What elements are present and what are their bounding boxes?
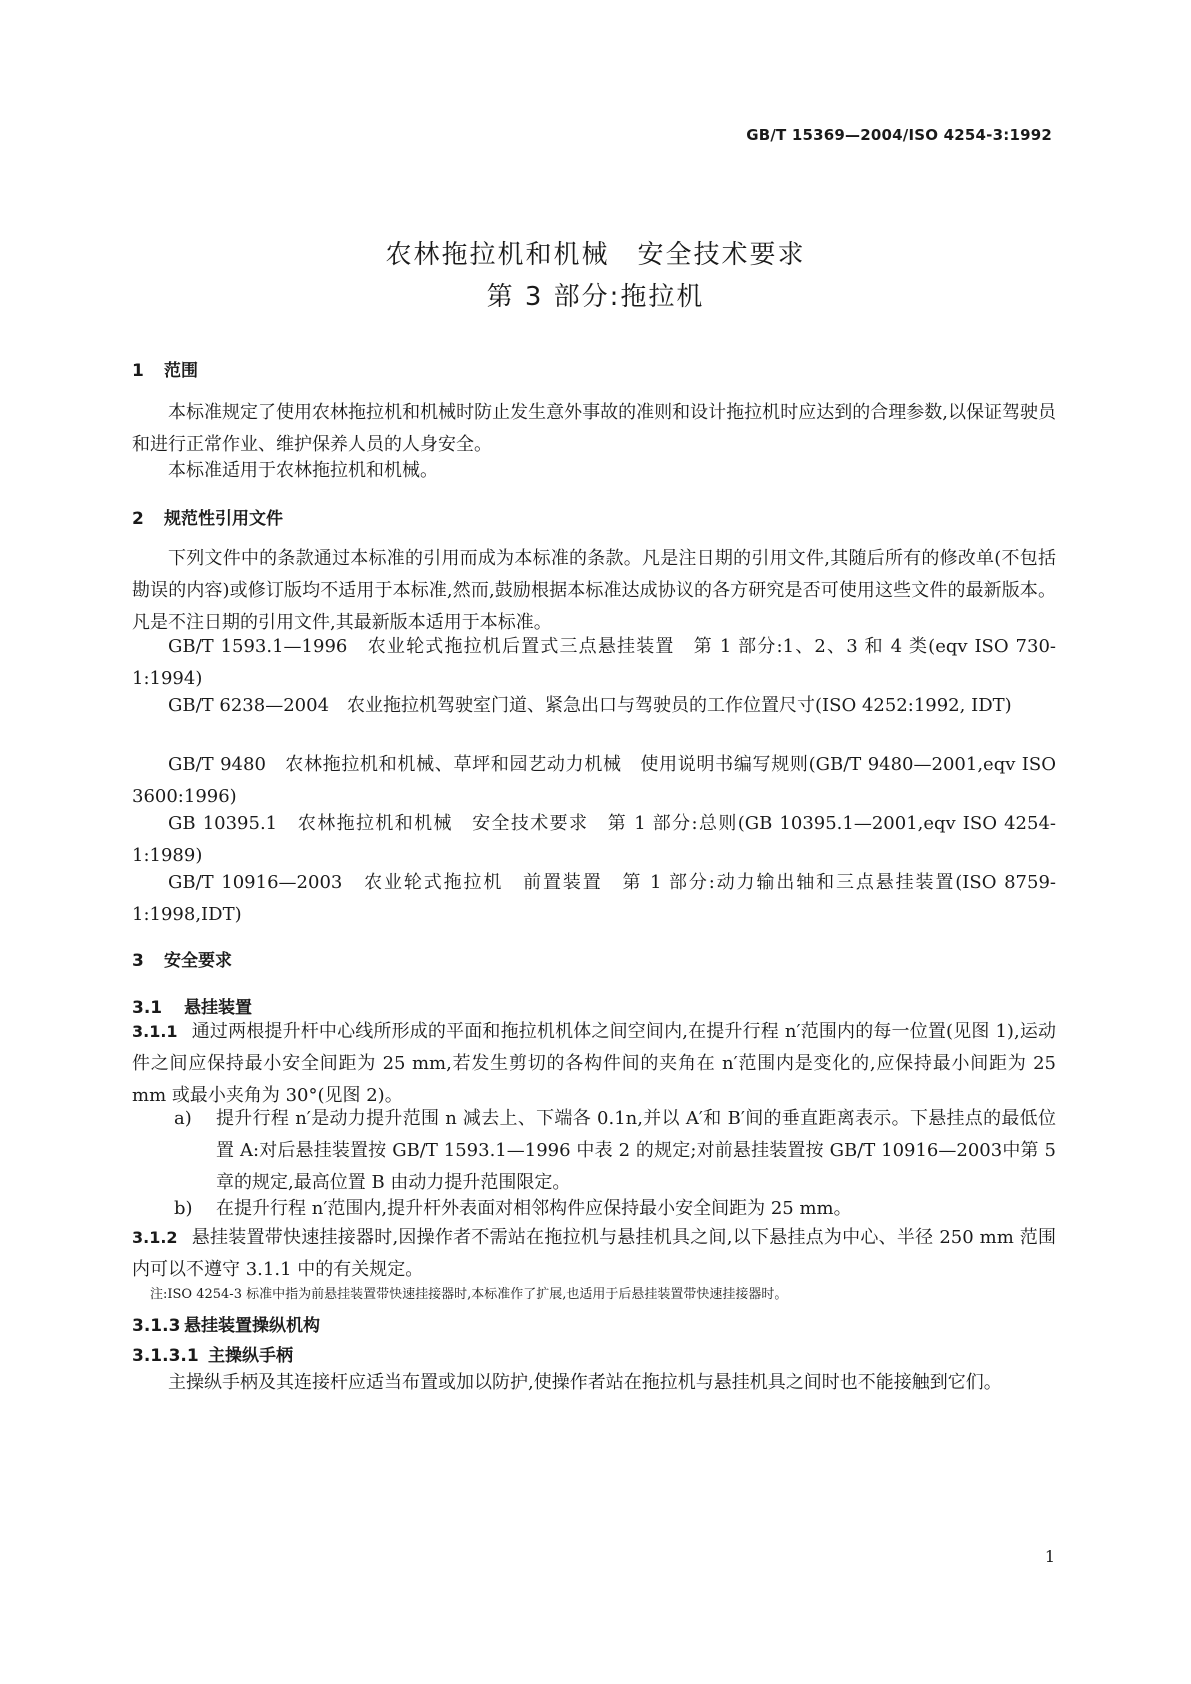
subsection-title: 悬挂装置操纵机构 — [184, 1316, 320, 1336]
section-number: 3 — [132, 951, 144, 971]
document-title: 农林拖拉机和机械 安全技术要求 — [385, 240, 806, 270]
section-title: 安全要求 — [164, 951, 232, 971]
list-text: 在提升行程 n′范围内,提升杆外表面对相邻构件应保持最小安全间距为 25 mm。 — [216, 1198, 852, 1219]
document-subtitle: 第 3 部分:拖拉机 — [486, 282, 705, 312]
clause-number: 3.1.2 — [132, 1228, 178, 1247]
note: 注:ISO 4254-3 标准中指为前悬挂装置带快速挂接器时,本标准作了扩展,也适用于后悬挂装置带快速挂接器时。 — [150, 1287, 788, 1302]
list-item-a — [174, 1103, 1056, 1199]
list-label: b) — [174, 1198, 193, 1219]
section-2-paragraph-1: 下列文件中的条款通过本标准的引用而成为本标准的条款。凡是注日期的引用文件,其随后所有的修改单(不包括勘误的内容)或修订版均不适用于本标准,然而,鼓励根据本标准达成协议的各方研究是否可使用这些文件的最新版本。凡是不注日期的引用文件,其最新版本适用于本标准。 — [132, 548, 1056, 633]
subsection-3-1-heading — [132, 993, 252, 1018]
clause-3-1-1 — [132, 1016, 1056, 1112]
reference-item: GB/T 10916—2003 农业轮式拖拉机 前置装置 第 1 部分:动力输出轴和三点悬挂装置(ISO 8759-1:1998,IDT) — [132, 872, 1056, 925]
page-number: 1 — [1044, 1547, 1055, 1566]
clause-text: 悬挂装置带快速挂接器时,因操作者不需站在拖拉机与悬挂机具之间,以下悬挂点为中心、半径 250 mm 范围内可以不遵守 3.1.1 中的有关规定。 — [132, 1227, 1056, 1280]
list-item-b — [174, 1193, 1056, 1225]
standard-code: GB/T 15369—2004/ISO 4254-3:1992 — [746, 126, 1052, 144]
section-2-heading — [132, 504, 283, 529]
clause-3-1-3-1-paragraph: 主操纵手柄及其连接杆应适当布置或加以防护,使操作者站在拖拉机与悬挂机具之间时也不能接触到它们。 — [168, 1372, 1002, 1393]
subsection-title: 悬挂装置 — [184, 998, 252, 1018]
subsection-3-1-3-heading — [132, 1311, 320, 1336]
section-1-heading — [132, 356, 198, 381]
subsection-number: 3.1.3.1 — [132, 1346, 199, 1366]
subsection-title: 主操纵手柄 — [208, 1346, 293, 1366]
clause-number: 3.1.1 — [132, 1022, 178, 1041]
list-label: a) — [174, 1108, 192, 1129]
section-number: 2 — [132, 509, 144, 529]
reference-item: GB/T 6238—2004 农业拖拉机驾驶室门道、紧急出口与驾驶员的工作位置尺寸(ISO 4252:1992, IDT) — [168, 695, 1012, 716]
reference-item: GB 10395.1 农林拖拉机和机械 安全技术要求 第 1 部分:总则(GB 10395.1—2001,eqv ISO 4254-1:1989) — [132, 813, 1056, 866]
clause-text: 通过两根提升杆中心线所形成的平面和拖拉机机体之间空间内,在提升行程 n′范围内的每一位置(见图 1),运动件之间应保持最小安全间距为 25 mm,若发生剪切的各构件间的夹角在 n′范围内是变化的,应保持最小间距为 25 mm 或最小夹角为 30°(见图 2)。 — [132, 1021, 1056, 1106]
list-text: 提升行程 n′是动力提升范围 n 减去上、下端各 0.1n,并以 A′和 B′间的垂直距离表示。下悬挂点的最低位置 A:对后悬挂装置按 GB/T 1593.1—1996 中表 2 的规定;对前悬挂装置按 GB/T 10916—2003中第 5 章的规定,最高位置 B 由动力提升范围限定。 — [216, 1108, 1056, 1193]
section-number: 1 — [132, 361, 144, 381]
section-title: 规范性引用文件 — [164, 509, 283, 529]
subsection-number: 3.1.3 — [132, 1316, 181, 1336]
subsection-number: 3.1 — [132, 998, 163, 1018]
section-1-paragraph-1: 本标准规定了使用农林拖拉机和机械时防止发生意外事故的准则和设计拖拉机时应达到的合理参数,以保证驾驶员和进行正常作业、维护保养人员的人身安全。 — [132, 402, 1056, 455]
section-3-heading — [132, 946, 232, 971]
subsection-3-1-3-1-heading — [132, 1341, 293, 1366]
section-title: 范围 — [164, 361, 198, 381]
clause-3-1-2 — [132, 1222, 1056, 1286]
section-1-paragraph-2: 本标准适用于农林拖拉机和机械。 — [168, 460, 438, 481]
reference-item: GB/T 9480 农林拖拉机和机械、草坪和园艺动力机械 使用说明书编写规则(GB/T 9480—2001,eqv ISO 3600:1996) — [132, 754, 1056, 807]
reference-item: GB/T 1593.1—1996 农业轮式拖拉机后置式三点悬挂装置 第 1 部分:1、2、3 和 4 类(eqv ISO 730-1:1994) — [132, 636, 1056, 689]
